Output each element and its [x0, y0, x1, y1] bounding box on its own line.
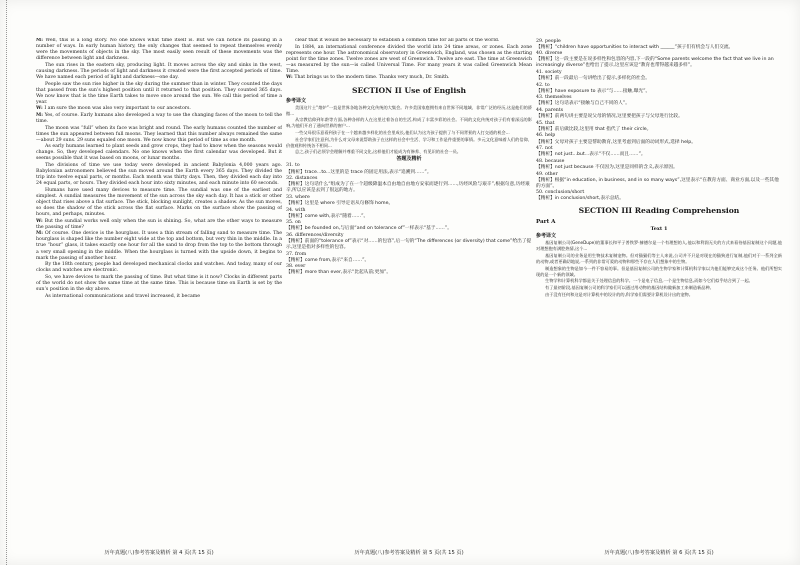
column-1 — [36, 38, 282, 546]
answer-key: 38. ever — [286, 264, 306, 270]
answer-item — [286, 264, 532, 276]
answer-explanation: 【精析】have exposure to 表示“与……接触,曝光”。 — [536, 88, 651, 94]
paragraph-text: clear that it would be necessary to establish a common time for all parts of the world. — [295, 38, 500, 43]
answer-explanation: 【精析】前面的“tolerance of”表示“对……的包容”,后一句的“The differences (or diversity) that come”给出了提示,这里是指对多样性的包容。 — [286, 238, 532, 251]
translation-paragraph: 总之,孩子们必须学会理解并尊重不同文化,这样他们才能成为有修养、有见识的社会一员。 — [295, 149, 461, 155]
paragraph-text: Of course. One device is the hourglass. It uses a thin stream of falling sand to measure time. The hourglass is shaped like the number eight wide at the top and bottom, but very thin in the middle. In a true “hour” glass, it takes exactly one hour for all the sand to drop from the top to the bottom through a very small opening in the middle. When the hourglass is turned with the upside down, it begins to mark the passing of another hour. — [36, 231, 282, 261]
answer-explanation: 【精析】这里是 where 引导定语从句修饰 home。 — [286, 200, 394, 206]
answer-list — [286, 163, 532, 276]
translation-paragraph: 由于没有任何和这是对计算机中的设计的的,科学家们需要计算机设计出的宠物。 — [545, 291, 693, 297]
transcript-paragraph — [36, 63, 282, 81]
page-footer-middle: 历年真题(八)参考答案及精析 第 5 页(共 15 页) — [354, 550, 464, 556]
answer-explanation: 【精析】more than ever,表示“比起从前;更加”。 — [286, 270, 392, 276]
paragraph-text: As early humans learned to plant seeds and grow crops, they had to know when the seasons would change. So, they developed calendars. No one knows when the first calendar was developed. But it seems possible that it was based on moons, or lunar months. — [36, 144, 282, 162]
answer-explanation: 【精析】not just because 不仅因为,这里是同样的含义,表示原因。 — [536, 164, 678, 170]
transcript-paragraph — [36, 163, 282, 187]
paragraph-text: People saw the sun rise higher in the sky during the summer than in winter. They counted the days that passed from the sun’s highest position until it returned to that position. They counted 365 days. We now know that is the time Earth takes to move once around the sun. We call this period of time a year. — [36, 81, 282, 105]
transcript-paragraph — [36, 294, 282, 300]
answer-explanation: 【精析】前一段最后一句讲给出了提示,多样化的社会。 — [536, 76, 650, 82]
transcript-paragraph — [286, 45, 532, 75]
answer-explanation: 【精析】这句话表示“接触与自己不同的人”。 — [536, 101, 630, 107]
paragraph-text: Well, this is a long story. No one knows what time itself is. But we can notice its passing in a number of ways. In early human history, the only changes that seemed to repeat themselves evenly were the movements of objects in the sky. The most easily seen result of these movements was the difference between light and darkness. — [36, 38, 282, 62]
translation-paragraph: 一些父母很乐意看到孩子在一个越来越多样化的社会里成长,他们认为这为孩子提供了与不同背景的人打交道的机会... — [295, 129, 510, 135]
answer-key: 41. society — [536, 70, 562, 76]
answer-item — [536, 190, 782, 202]
answer-key: 40. diverse — [536, 51, 563, 57]
answer-key: 48. because — [536, 158, 565, 164]
answer-item — [536, 146, 782, 158]
transcript-paragraph — [286, 38, 532, 44]
paragraph-text: The divisions of time we use today were developed in ancient Babylonia 4,000 years ago. Babylonian astronomers believed the sun moved around the Earth every 365 days. They divided the trip into twelve equal parts, or months. Each month was thirty days. Then, they divided each day into 24 equal parts, or hours. They divided each hour into sixty minutes, and each minute into 60 seconds. — [36, 163, 282, 187]
answer-item — [536, 172, 782, 190]
column-2 — [286, 38, 532, 546]
transcript-paragraph — [36, 231, 282, 261]
section-3-title: SECTION III Reading Comprehension — [578, 206, 740, 216]
answer-explanation: 【精析】come with,表示“随着……”。 — [286, 213, 369, 219]
transcript-paragraphs — [36, 38, 282, 300]
answer-item — [286, 220, 532, 232]
page-footer-right: 历年真题(八)参考答案及精析 第 6 页(共 15 页) — [604, 550, 714, 556]
answer-explanation: 【精析】这句话什么“组成为了在一个超级降温本自由地自由地方安家而逐行到……,历经风险与艰辛”,根据句意,历经艰辛,所以应该是去到了很远的地方。 — [286, 182, 530, 194]
answer-key: 36. differences/diversity — [286, 232, 344, 238]
binding-margin-line — [6, 0, 8, 565]
paragraph-text: Yes, of course. Early humans also developed a way to use the changing faces of the moon to tell the time. — [36, 112, 282, 124]
paragraph-text: The moon was “full” when its face was bright and round. The early humans counted the number of times the sun appeared between full moons. They learned that this number always remained the same—about 29 suns. 29 suns equaled one moon. We now know this period of time as one month. — [36, 125, 282, 143]
answer-item — [286, 176, 532, 194]
speaker-label: M: — [36, 38, 46, 43]
reference-translation-title: 参考译文 — [286, 97, 307, 104]
answer-explanation: 【精析】根据“in education, in business, and in so many ways”,这里表示“在教育方面、商业方面,以及一些其他的方面”。 — [536, 177, 779, 189]
answer-item — [536, 95, 782, 107]
answer-key: 42. to — [536, 82, 550, 88]
translation-paragraph: 从宗教信仰到年龄等方面,各种各样的人在这里过着各自的生活,构成了丰富多彩的社会。不同的文化传统对孩子们有着深远的影响,为他们开启了通向世界的窗户... — [286, 117, 532, 129]
translation-paragraph: 基因复制公司的业务是用生物技术复制宠物。但对猫猫们等主人来说,公司并不只是对现在的猫狗进行复制,他们对于一系列全新的动物,或者更确切地说,一系列的非常可爱的动物和那些不存在人们想象中的生物。 — [536, 253, 782, 265]
translation-paragraph: 有了最初阶段,基因复制公司的科学家们可以通过用动物的基因结构做新加工来制造新品种。 — [545, 285, 714, 291]
speaker-label: M: — [36, 112, 45, 118]
answer-explanation: 【精析】前两句讲主要是说父母的情况,这里要把孩子与父母进行比较。 — [536, 114, 683, 120]
speaker-label: W: — [36, 106, 45, 112]
answer-explanation: 【精析】not just...but...表示“不仅……而且……”。 — [536, 152, 646, 158]
column-3 — [536, 38, 782, 546]
answer-key: 49. other — [536, 171, 558, 177]
answer-key: 50. conclusion/short — [536, 190, 585, 196]
section-2-title: SECTION II Use of English — [352, 85, 466, 95]
paragraph-text: So, we have devices to mark the passing of time. But what time is it now? Clocks in different parts of the world do not show the same time at the same time. This is because time on Earth is set by the sun’s position in the sky above. — [36, 274, 282, 292]
answer-item — [286, 195, 532, 207]
answer-item — [286, 252, 532, 264]
answer-item — [536, 51, 782, 69]
reference-translation-text — [286, 105, 532, 156]
answer-key: 34. with — [286, 207, 306, 213]
transcript-paragraph — [286, 75, 532, 81]
answer-key: 46. help — [536, 133, 556, 139]
answer-item — [286, 163, 532, 175]
answers-title: 答题及精析 — [396, 155, 422, 162]
transcript-continued — [286, 38, 532, 82]
answer-explanation: 【精析】in conclusion/short,表示总结。 — [536, 196, 624, 202]
paragraph-text: Humans have used many devices to measure time. The sundial was one of the earliest and simplest. A sundial measures the movement of the sun across the sky each day. It has a stick or other object that rises above a flat surface. The stick, blocking sunlight, creates a shadow. As the sun moves, so does the shadow of the stick across the flat surface. Marks on the surface show the passing of hours, and perhaps, minutes. — [36, 187, 282, 218]
answer-key: 29. people — [536, 38, 561, 44]
transcript-paragraph — [36, 219, 282, 231]
text-1-translation-title: 参考译文 — [536, 233, 557, 240]
answer-key: 31. to — [286, 163, 300, 169]
page-footer-left: 历年真题(八)参考答案及精析 第 4 页(共 15 页) — [104, 550, 214, 556]
transcript-paragraph — [36, 38, 282, 62]
answer-key: 37. from — [286, 251, 307, 257]
answer-item — [536, 133, 782, 145]
answer-key: 33. where — [286, 194, 310, 200]
text-1-translation — [536, 240, 782, 297]
translation-paragraph: 美国这片土“熔炉”一直是世界各地各种文化传统的大集会。许多美国家庭拥有来自世界不同地域、非常广泛的经历,这是他们的骄傲... — [286, 104, 532, 116]
answer-key: 35. on — [286, 220, 301, 226]
answer-list-continued — [536, 39, 782, 203]
transcript-paragraph — [36, 82, 282, 106]
transcript-paragraph — [36, 262, 282, 274]
answer-item — [536, 70, 782, 82]
paragraph-text: The sun rises in the eastern sky, producing light. It moves across the sky and sinks in the west, causing darkness. The periods of light and darkness it created were the first accepted periods of time. We have named each period of light and darkness—one day. — [36, 62, 282, 80]
transcript-paragraph — [36, 144, 282, 162]
speaker-label: W: — [286, 75, 295, 81]
answer-explanation: 【精析】父母对孩子主要是帮助教育,这里考虑到后面的动词形式,选择 help。 — [536, 139, 696, 145]
answer-item — [536, 159, 782, 171]
text-1-label: Text 1 — [650, 226, 668, 233]
answer-item — [286, 233, 532, 251]
answer-explanation: 【精析】come from,表示“来自……”。 — [286, 257, 370, 263]
answer-item — [536, 39, 782, 51]
paragraph-text: I am sure the moon was also very important to our ancestors. — [44, 106, 191, 112]
translation-paragraph: 制造想象的生物是如今一件不容易的事。但是基因复制公司的生物学家和计算机科学家以为他们能够完成这个任务。他们所想实现的是一个新的领域。 — [536, 265, 782, 277]
translation-paragraph: 社会学家们注意到,为什么对父母来说帮助孩子在这样的社会中生活、学习和工作是件重要的事情。多元文化意味着人们的信仰、价值观和传统各不相同... — [286, 136, 532, 148]
speaker-label: W: — [36, 218, 45, 224]
answer-key: 45. that — [536, 120, 555, 126]
answer-explanation: 【精析】这一段主要是在说多样性和包容的内容,下一段的“Some parents welcome the fact that we live in an increasingly diverse”也给出了提示,这里应该是“教育也带得越来越多样”。 — [536, 57, 774, 69]
answer-explanation: 【精析】“children have opportunities to interact with ______”孩子们有机会与人们交流。 — [536, 44, 734, 50]
paragraph-text: By the 18th century, people had developed mechanical clocks and watches. And today, many of our clocks and watches are electronic. — [36, 262, 282, 274]
answer-explanation: 【精析】trace...to...这里的是 trace 的固定用法,表示“追溯到……”。 — [286, 169, 432, 175]
answer-key: 43. themselves — [536, 95, 572, 101]
translation-paragraph: 基因复制公司(GeneDupe)的董事长和平子普铁罗·赫德尔是一个有理想的人,他以和利润无关的方式来看待基因复制这个问题,他对理想抱有满腔热情,这个... — [536, 240, 782, 252]
answer-key: 32. distances — [286, 176, 318, 182]
speaker-label: M: — [36, 231, 45, 237]
answer-item — [536, 121, 782, 133]
answer-explanation: 【精析】be founded on,与后面“and on tolerance of”一样表示“基于……”。 — [286, 226, 452, 232]
answer-explanation: 【精析】前后做比较,这里用 that 指代了 their circle。 — [536, 126, 652, 132]
transcript-paragraph — [36, 126, 282, 144]
part-a-label: Part A — [536, 219, 556, 226]
transcript-paragraph — [36, 188, 282, 218]
answer-item — [536, 83, 782, 95]
answer-item — [286, 208, 532, 220]
answer-key: 47. not — [536, 146, 553, 152]
paragraph-text: In 1884, an international conference divided the world into 24 time areas, or zones. Each zone represents one hour. The astronomical observatory in Greenwich, England, was chosen as the starting point for the time zones. Twelve zones are west of Greenwich. Twelve are east. The time at Greenwich—as measured by the sun—is called Universal Time. For many years it was called Greenwich Mean Time. — [286, 44, 532, 74]
answer-item — [536, 108, 782, 120]
transcript-paragraph — [36, 113, 282, 125]
translation-paragraph: 生物学和计算机科学都是关于处理信息的科学。一个是电子信息,一个是生物信息,而如今它们似乎结合到了一起。 — [545, 278, 753, 284]
transcript-paragraph — [36, 106, 282, 112]
paragraph-text: As international communications and travel increased, it became — [45, 293, 200, 299]
paragraph-text: But the sundial works well only when the sun is shining. So, what are the other ways to measure the passing of time? — [36, 218, 282, 230]
paragraph-text: That brings us to the modern time. Thanks very much, Dr. Smith. — [294, 75, 450, 81]
transcript-paragraph — [36, 275, 282, 293]
answer-key: 44. parents — [536, 108, 564, 114]
